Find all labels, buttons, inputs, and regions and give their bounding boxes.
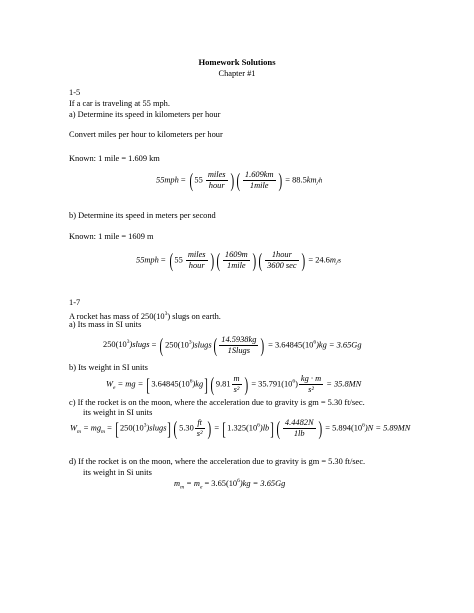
eq-a-equals: = [180, 175, 186, 185]
problem-1-7-part-d-line1: d) If the rocket is on the moon, where the acceleration due to gravity is gm = 5.30 ft/sec. [69, 457, 366, 466]
problem-1-5-part-b: b) Determine its speed in meters per second [69, 211, 216, 220]
fraction-m-mile [223, 250, 250, 271]
fraction-kgm-s2 [299, 374, 323, 395]
frac-den: 3600 sec [267, 261, 297, 270]
paren-close-icon: ) [252, 249, 256, 272]
problem-1-7-part-b: b) Its weight in SI units [69, 363, 148, 372]
eq-b-value: 55 [174, 255, 183, 265]
result-sup: 6 [292, 378, 296, 385]
fraction-miles-hour [206, 170, 228, 191]
eq-b-equals: = [160, 255, 166, 265]
frac-den: 1mile [249, 181, 269, 190]
paren-open-icon: ( [173, 417, 178, 440]
fraction-kg-slugs [219, 335, 258, 356]
frac-num: miles [187, 250, 206, 259]
eq-7c-equals: = [105, 423, 114, 433]
val-sup: 6 [189, 378, 193, 385]
eq-7c-mid: = mg [80, 423, 102, 433]
paren-open-icon: ( [159, 334, 164, 357]
paren-open-icon: ( [189, 169, 193, 192]
problem-1-7-part-d-line2: its weight in Si units [83, 468, 152, 477]
paren-close-icon: ) [260, 334, 265, 357]
paren-close-icon: ) [207, 417, 211, 440]
paren-close-icon: ) [301, 249, 305, 272]
statement-sup: 3 [164, 311, 168, 317]
fraction-km-mile [243, 170, 276, 191]
val-text: 250(10 [119, 423, 144, 433]
problem-1-5-part-a: a) Determine its speed in kilometers per hour [69, 110, 221, 119]
frac-num: ft [195, 418, 205, 429]
bracket-open-icon: [ [222, 418, 226, 439]
frac-num: 1hour [265, 250, 299, 261]
frac-den: s² [233, 385, 240, 394]
mid-sub: m [101, 429, 106, 436]
eq-a-result: = 88.5 [285, 175, 307, 185]
problem-number-1-7: 1-7 [69, 298, 81, 307]
convert-instruction: Convert miles per hour to kilometers per hour [69, 130, 223, 139]
frac-den: 1lb [293, 429, 305, 438]
frac-num: 14.5938kg [221, 335, 257, 344]
eq-a-unit-num: km [306, 175, 317, 185]
paren-close-icon: ) [318, 417, 322, 440]
val-post: )kg [192, 379, 204, 389]
frac-den: 1mile [227, 261, 246, 270]
eq-7c-lhs: W [70, 423, 77, 433]
result-post: )kg = 3.65Gg [239, 479, 286, 488]
eq-b-unit-den: s [338, 256, 341, 265]
page-title: Homework Solutions [198, 57, 276, 67]
paren-close-icon: ) [230, 169, 234, 192]
eq-7b-lhs: W [106, 379, 113, 389]
paren-open-icon: ( [169, 249, 173, 272]
paren-open-icon: ( [213, 334, 217, 357]
val2-sup: 6 [257, 422, 260, 429]
mid-post: )slugs [191, 340, 212, 350]
known-fact-a: Known: 1 mile = 1.609 km [69, 154, 160, 163]
frac-den: 1Slugs [227, 346, 250, 355]
mid-sup: 3 [188, 339, 192, 346]
problem-statement-1-5: If a car is traveling at 55 mph. [69, 99, 170, 108]
eq-7d-result: = 3.65(10 [202, 479, 238, 488]
paren-close-icon: ) [210, 249, 214, 272]
mid-sub: e [199, 484, 203, 491]
eq-a-unit-den: h [318, 176, 323, 185]
eq-7a-result: = 3.64845(10 [268, 340, 314, 350]
frac-den: hour [188, 261, 205, 270]
frac-den: s² [196, 429, 203, 438]
eq-7c-equals2: = [212, 423, 222, 433]
lhs-post: )slugs [129, 340, 150, 350]
eq-7a-lhs [103, 340, 150, 349]
equation-1-7-b [106, 374, 361, 395]
eq-7c-final: = 5.894(10 [325, 423, 363, 433]
frac-num: m [233, 374, 240, 383]
lhs-sub: m [76, 429, 81, 436]
val-post: )slugs [146, 423, 167, 433]
paren-open-icon: ( [210, 373, 215, 396]
page-subtitle: Chapter #1 [218, 69, 256, 78]
val2-post: )lb [259, 423, 270, 433]
final-post: )N = 5.89MN [364, 423, 411, 433]
problem-1-7-part-a: a) Its mass in SI units [69, 320, 142, 329]
bracket-open-icon: [ [115, 418, 119, 439]
eq-7d-mid: = m [184, 479, 200, 488]
val-text: 3.64845(10 [151, 379, 190, 389]
slash-icon: / [335, 258, 339, 268]
eq-7b-final: = 35.8MN [326, 379, 362, 389]
eq-b-unit-num: m [329, 255, 336, 265]
equation-1-5-b [136, 250, 341, 271]
bracket-close-icon: ] [204, 374, 209, 395]
fraction-miles-hour [186, 250, 208, 271]
bracket-open-icon: [ [146, 374, 151, 395]
equation-1-7-a [103, 335, 362, 356]
val-sup: 3 [143, 422, 147, 429]
lhs-text: 250(10 [103, 340, 127, 350]
eq-7b-result: = 35.791(10 [251, 379, 293, 389]
equation-1-7-c [70, 418, 410, 439]
bracket-close-icon: ] [167, 418, 172, 439]
statement-post: ) slugs on earth. [167, 312, 221, 321]
result-post: )kg = 3.65Gg [316, 340, 362, 350]
frac-den: hour [208, 181, 225, 190]
frac-num: 1609m [224, 250, 248, 259]
frac-num: 4.4482N [284, 418, 314, 427]
result-sup: 6 [313, 339, 317, 346]
fraction-n-lb [283, 418, 316, 439]
lhs-sup: 3 [126, 339, 130, 346]
paren-open-icon: ( [236, 169, 241, 192]
frac-num: kg · m [300, 374, 322, 383]
fraction-ft-s2 [195, 418, 205, 439]
eq-a-value: 55 [194, 175, 203, 185]
fraction-hour-sec [265, 250, 299, 271]
paren-open-icon: ( [276, 417, 281, 440]
paren-open-icon: ( [216, 249, 221, 272]
mid-text: 250(10 [165, 340, 189, 350]
frac-den: s² [308, 385, 314, 394]
paren-close-icon: ) [244, 373, 248, 396]
problem-number-1-5: 1-5 [69, 88, 81, 97]
frac-num: 1.609km [244, 170, 274, 179]
frac-num: miles [207, 170, 226, 179]
eq-a-lhs: 55mph [156, 175, 179, 185]
statement-pre: A rocket has mass of 250(10 [69, 312, 165, 321]
final-sup: 6 [362, 422, 365, 429]
eq-b-result: = 24.6 [308, 255, 330, 265]
fraction-m-s2 [232, 374, 242, 395]
eq-7b-mid: = mg = [115, 379, 146, 389]
val2-text: 1.325(10 [227, 423, 258, 433]
eq-b-lhs: 55mph [136, 255, 159, 265]
result-sup: 6 [237, 478, 240, 484]
gravity-value: 9.81 [215, 379, 231, 389]
known-fact-b: Known: 1 mile = 1609 m [69, 232, 154, 241]
paren-close-icon: ) [278, 169, 282, 192]
equation-1-5-a [156, 170, 322, 191]
paren-open-icon: ( [258, 249, 263, 272]
eq-7a-equals: = [151, 340, 159, 350]
eq-7d-lhs: m [174, 479, 181, 488]
gravity-value: 5.30 [179, 423, 194, 433]
slash-icon: / [316, 178, 319, 188]
problem-1-7-part-c-line2: its weight in SI units [83, 408, 153, 417]
result-mid: ) [295, 379, 298, 389]
equation-1-7-d [174, 478, 285, 491]
problem-1-7-part-c-line1: c) If the rocket is on the moon, where the acceleration due to gravity is gm = 5.30 ft/sec. [69, 398, 365, 407]
lhs-sub: m [180, 484, 185, 491]
bracket-close-icon: ] [270, 418, 275, 439]
lhs-sub: e [112, 385, 116, 392]
